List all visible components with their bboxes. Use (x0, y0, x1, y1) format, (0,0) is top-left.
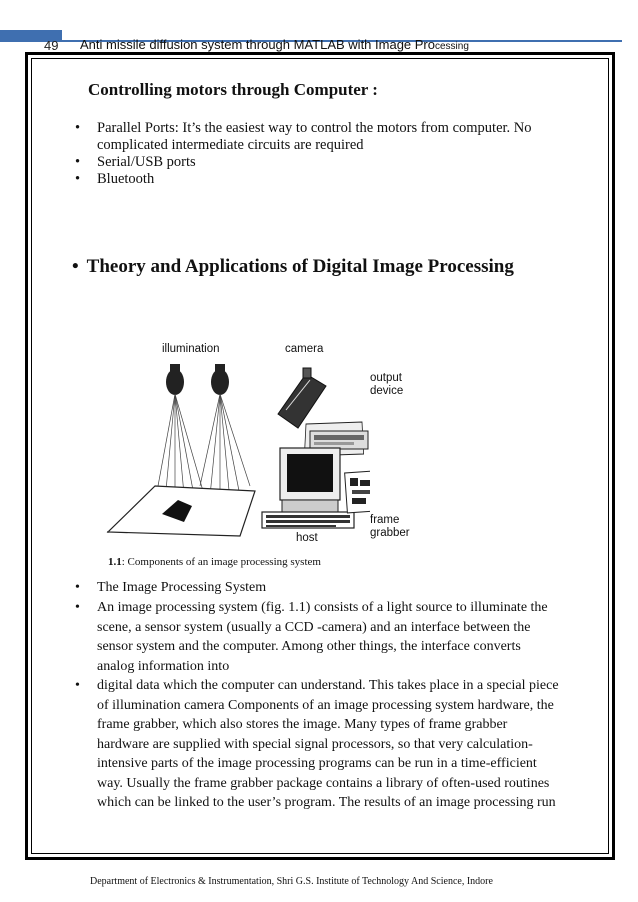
label-output-device (370, 372, 403, 398)
label-host: host (296, 532, 318, 544)
running-header-title-main: Anti missile diffusion system through MATLAB with Image Pro (80, 37, 435, 52)
camera-icon (278, 368, 326, 428)
paragraph-line: An image processing system (fig. 1.1) consists of a light source to illuminate the (97, 600, 548, 615)
page-number: 49 (44, 38, 59, 53)
bullet-icon: • (75, 678, 80, 693)
bullet-icon: • (75, 600, 80, 615)
paragraph-system (75, 598, 581, 676)
list-item (75, 154, 196, 171)
paragraph-line: digital data which the computer can understand. This takes place in a special piece (97, 678, 559, 693)
label-frame-grabber (370, 514, 410, 540)
paragraph-line: hardware are supplied with special signal processors, so that very calculation- (97, 736, 533, 752)
host-computer-icon (262, 448, 354, 528)
paragraph-line: which can be linked to the user’s program. The results of an image processing run (97, 795, 556, 810)
section-heading-theory-text: Theory and Applications of Digital Image Processing (86, 256, 514, 277)
section-heading-theory (72, 256, 514, 278)
paragraph-line: intensive parts of the image processing programs can be run in a time-efficient (97, 756, 537, 771)
paragraph-line: of illumination camera Components of an image processing system hardware, the (97, 697, 554, 713)
list-item-text: The Image Processing System (97, 580, 267, 595)
figure-caption-number: 1.1 (108, 556, 122, 568)
label-frame-line2: grabber (370, 527, 410, 539)
frame-grabber-icon (345, 471, 370, 513)
running-header-title-tail: cessing (435, 41, 469, 52)
label-illumination: illumination (162, 343, 220, 355)
label-camera: camera (285, 343, 324, 355)
bullet-icon: • (75, 580, 80, 595)
running-header-title (80, 37, 469, 52)
bullet-icon: • (75, 171, 81, 187)
list-item (75, 578, 581, 598)
label-frame-line1: frame (370, 514, 400, 526)
paragraph-digital-data (75, 676, 581, 813)
bullet-icon: • (75, 120, 81, 136)
bullet-icon: • (72, 256, 79, 277)
paragraph-line: sensor system and the computer. Among other things, the interface converts (97, 639, 521, 654)
list-item-text: Bluetooth (97, 171, 155, 187)
list-item-text: Serial/USB ports (97, 154, 196, 170)
paragraph-line: frame grabber, which also stores the image. Many types of frame grabber (97, 717, 508, 732)
figure-caption (108, 556, 321, 568)
list-item-text: Parallel Ports: It’s the easiest way to control the motors from computer. No (97, 120, 532, 136)
lamp-left-icon (166, 364, 184, 395)
bullet-icon: • (75, 154, 81, 170)
figure-image-processing-system (100, 336, 410, 548)
lamp-right-icon (211, 364, 229, 395)
paragraph-line: way. Usually the frame grabber package contains a library of often-used routines (97, 775, 550, 791)
paragraph-line: analog information into (97, 658, 230, 674)
page-footer: Department of Electronics & Instrumentation, Shri G.S. Institute of Technology And Science, Indore (90, 876, 493, 887)
list-item (75, 171, 155, 188)
figure-illustration (100, 336, 370, 548)
list-item (75, 120, 532, 137)
paragraph-line: scene, a sensor system (usually a CCD -camera) and an interface between the (97, 619, 531, 635)
label-output-line2: device (370, 385, 404, 397)
list-item-continuation: complicated intermediate circuits are required (97, 137, 364, 153)
section-heading-motors: Controlling motors through Computer : (88, 80, 378, 99)
label-output-line1: output (370, 372, 402, 384)
figure-caption-text: : Components of an image processing system (121, 556, 321, 568)
